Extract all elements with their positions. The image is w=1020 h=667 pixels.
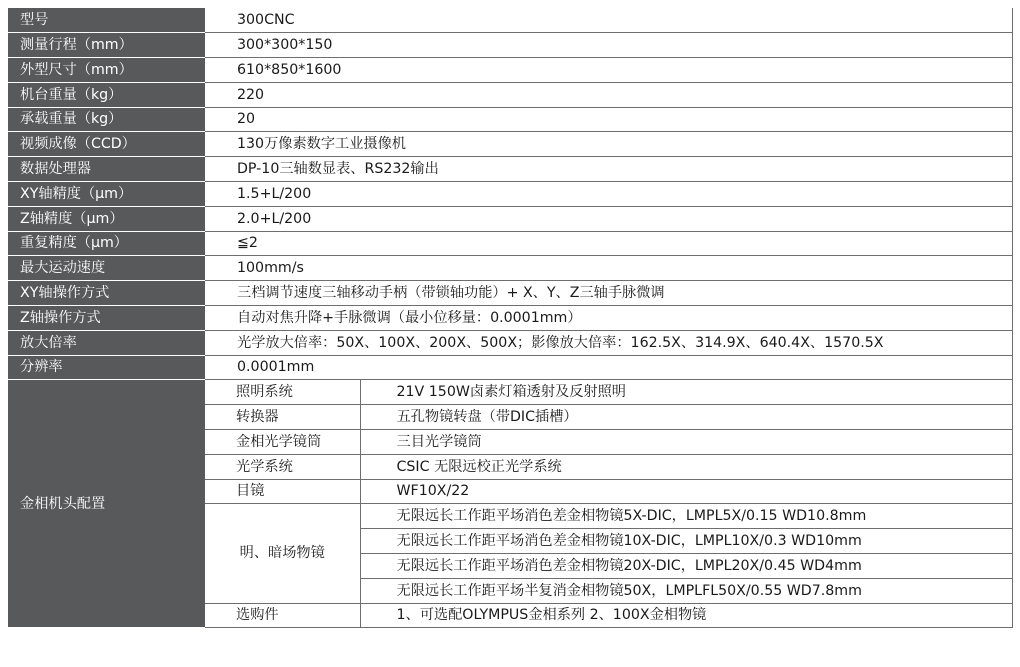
spec-label: 外型尺寸（mm） bbox=[8, 58, 205, 83]
spec-label: 型号 bbox=[8, 8, 205, 33]
spec-label: XY轴精度（μm） bbox=[8, 182, 205, 207]
spec-row bbox=[8, 107, 1012, 132]
spec-row bbox=[8, 182, 1012, 207]
objective-value: 无限远长工作距平场消色差金相物镜10X-DIC，LMPL10X/0.3 WD10mm bbox=[360, 529, 1012, 554]
spec-table-body bbox=[8, 8, 1012, 628]
spec-value: 20 bbox=[205, 107, 1012, 132]
spec-row bbox=[8, 231, 1012, 256]
spec-row bbox=[8, 306, 1012, 331]
head-config-label: 金相机头配置 bbox=[8, 380, 205, 628]
spec-row bbox=[8, 355, 1012, 380]
head-config-item-value: CSIC 无限远校正光学系统 bbox=[360, 454, 1012, 479]
head-config-item-label: 照明系统 bbox=[205, 380, 360, 405]
spec-label: 视频成像（CCD） bbox=[8, 132, 205, 157]
objective-value: 无限远长工作距平场消色差金相物镜5X-DIC，LMPL5X/0.15 WD10.8mm bbox=[360, 504, 1012, 529]
spec-value: 1.5+L/200 bbox=[205, 182, 1012, 207]
spec-value: 300*300*150 bbox=[205, 33, 1012, 58]
objective-value: 无限远长工作距平场半复消金相物镜50X，LMPLFL50X/0.55 WD7.8mm bbox=[360, 578, 1012, 603]
head-config-row bbox=[8, 380, 1012, 405]
spec-label: 最大运动速度 bbox=[8, 256, 205, 281]
head-config-item-label: 光学系统 bbox=[205, 454, 360, 479]
spec-label: 放大倍率 bbox=[8, 330, 205, 355]
spec-value: 自动对焦升降+手脉微调（最小位移量：0.0001mm） bbox=[205, 306, 1012, 331]
spec-label: Z轴精度（μm） bbox=[8, 206, 205, 231]
spec-row bbox=[8, 33, 1012, 58]
spec-value: 220 bbox=[205, 82, 1012, 107]
spec-label: 测量行程（mm） bbox=[8, 33, 205, 58]
spec-value: DP-10三轴数显表、RS232输出 bbox=[205, 157, 1012, 182]
spec-value: 610*850*1600 bbox=[205, 58, 1012, 83]
head-config-item-value: 三目光学镜筒 bbox=[360, 430, 1012, 455]
head-config-item-value: 21V 150W卤素灯箱透射及反射照明 bbox=[360, 380, 1012, 405]
options-label: 选购件 bbox=[205, 603, 360, 628]
spec-label: XY轴操作方式 bbox=[8, 281, 205, 306]
spec-label: 数据处理器 bbox=[8, 157, 205, 182]
spec-value: ≦2 bbox=[205, 231, 1012, 256]
head-config-item-value: WF10X/22 bbox=[360, 479, 1012, 504]
spec-label: Z轴操作方式 bbox=[8, 306, 205, 331]
head-config-item-value: 五孔物镜转盘（带DIC插槽） bbox=[360, 405, 1012, 430]
spec-value: 130万像素数字工业摄像机 bbox=[205, 132, 1012, 157]
spec-row bbox=[8, 330, 1012, 355]
spec-row bbox=[8, 256, 1012, 281]
spec-row bbox=[8, 132, 1012, 157]
spec-value: 100mm/s bbox=[205, 256, 1012, 281]
objective-value: 无限远长工作距平场消色差金相物镜20X-DIC，LMPL20X/0.45 WD4mm bbox=[360, 554, 1012, 579]
spec-value: 三档调节速度三轴移动手柄（带锁轴功能）+ X、Y、Z三轴手脉微调 bbox=[205, 281, 1012, 306]
spec-row bbox=[8, 157, 1012, 182]
spec-row bbox=[8, 8, 1012, 33]
spec-value: 0.0001mm bbox=[205, 355, 1012, 380]
spec-value: 光学放大倍率：50X、100X、200X、500X；影像放大倍率：162.5X、314.9X、640.4X、1570.5X bbox=[205, 330, 1012, 355]
spec-label: 承载重量（kg） bbox=[8, 107, 205, 132]
spec-row bbox=[8, 281, 1012, 306]
spec-value: 2.0+L/200 bbox=[205, 206, 1012, 231]
head-config-item-label: 目镜 bbox=[205, 479, 360, 504]
spec-sheet bbox=[8, 8, 1013, 628]
spec-label: 重复精度（μm） bbox=[8, 231, 205, 256]
spec-row bbox=[8, 82, 1012, 107]
spec-row bbox=[8, 58, 1012, 83]
head-config-item-label: 金相光学镜筒 bbox=[205, 430, 360, 455]
spec-label: 分辨率 bbox=[8, 355, 205, 380]
spec-label: 机台重量（kg） bbox=[8, 82, 205, 107]
spec-value: 300CNC bbox=[205, 8, 1012, 33]
spec-table bbox=[8, 8, 1012, 628]
objectives-label: 明、暗场物镜 bbox=[205, 504, 360, 603]
spec-row bbox=[8, 206, 1012, 231]
options-value: 1、可选配OLYMPUS金相系列 2、100X金相物镜 bbox=[360, 603, 1012, 628]
head-config-item-label: 转换器 bbox=[205, 405, 360, 430]
